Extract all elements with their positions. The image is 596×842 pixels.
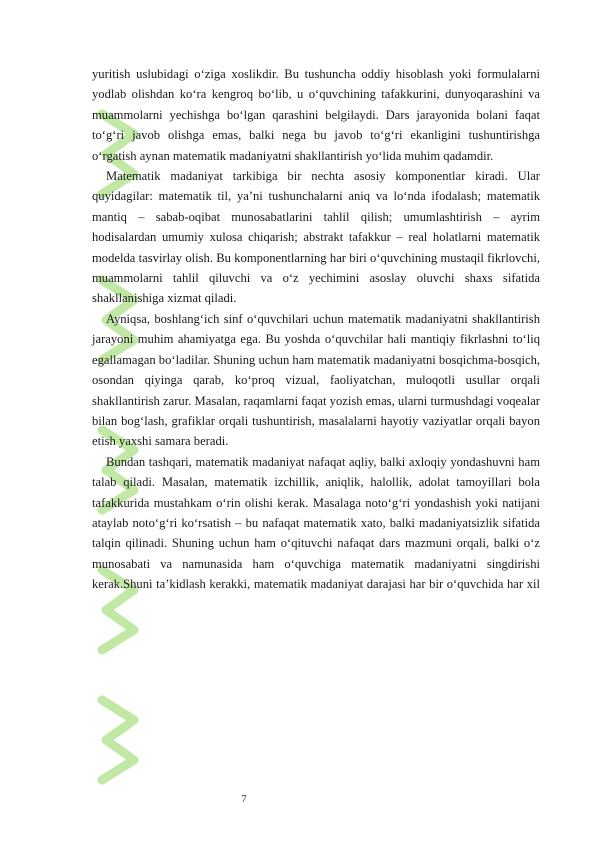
paragraph: Ayniqsa, boshlang‘ich sinf o‘quvchilari uchun matematik madaniyatni shakllantirish jarayoni muhim ahamiyatga ega. Bu yoshda o‘quvchilar hali mantiqiy fikrlashni to‘liq egallamagan bo‘ladilar. Shuning uchun ham matematik madaniyatni bosqichma-bosqich, osondan qiyinga qarab, ko‘proq vizual, faoliyatchan, muloqotli usullar orqali shakllantirish zarur. Masalan, raqamlarni faqat yozish emas, ularni turmushdagi voqealar bilan bog‘lash, grafiklar orqali tushuntirish, masalalarni hayotiy vaziyatlar orqali bayon etish yaxshi samara beradi. bbox=[92, 311, 541, 449]
paragraph: Bundan tashqari, matematik madaniyat nafaqat aqliy, balki axloqiy yondashuvni ham talab qiladi. Masalan, matematik izchillik, aniqlik, halollik, adolat tamoyillari bola tafakkurida mustahkam o‘rin olishi kerak. Masalaga noto‘g‘ri yondashish yoki natijani ataylab noto‘g‘ri ko‘rsatish – bu nafaqat matematik xato, balki madaniyatsizlik sifatida talqin qilinadi. Shuning uchun ham o‘qituvchi nafaqat dars mazmuni orqali, balki o‘z munosabati va namunasida ham o‘quvchiga matematik madaniyatni singdirishi kerak.Shuni ta’kidlash kerakki, matematik madaniyat darajasi har bir o‘quvchida har xil bbox=[92, 454, 540, 592]
body-text bbox=[92, 64, 540, 595]
page-number: 7 bbox=[241, 793, 247, 805]
paragraph: Matematik madaniyat tarkibiga bir nechta asosiy komponentlar kiradi. Ular quyidagilar: matematik til, ya’ni tushunchalarni aniq va lo‘nda ifodalash; matematik mantiq – sabab-oqibat munosabatlarini tahlil qilish; umumlashtirish – ayrim hodisalardan umumiy xulosa chiqarish; abstrakt tafakkur – real holatlarni matematik modelda tasvirlay olish. Bu komponentlarning har biri o‘quvchining mustaqil fikrlovchi, muammolarni tahlil qiluvchi va o‘z yechimini asoslay oluvchi shaxs sifatida shakllanishiga xizmat qiladi. bbox=[92, 169, 540, 306]
watermark-logo bbox=[94, 690, 146, 786]
paragraph: yuritish uslubidagi o‘ziga xoslikdir. Bu tushuncha oddiy hisoblash yoki formulalarni yodlab olishdan ko‘ra kengroq bo‘lib, u o‘quvchining tafakkurini, dunyoqarashini va muammolarni yechishga bo‘lgan qarashini belgilaydi. Dars jarayonida bolani faqat to‘g‘ri javob olishga emas, balki nega bu javob to‘g‘ri ekanligini tushuntirishga o‘rgatish aynan matematik madaniyatni shakllantirish yo‘lida muhim qadamdir. bbox=[92, 67, 540, 163]
